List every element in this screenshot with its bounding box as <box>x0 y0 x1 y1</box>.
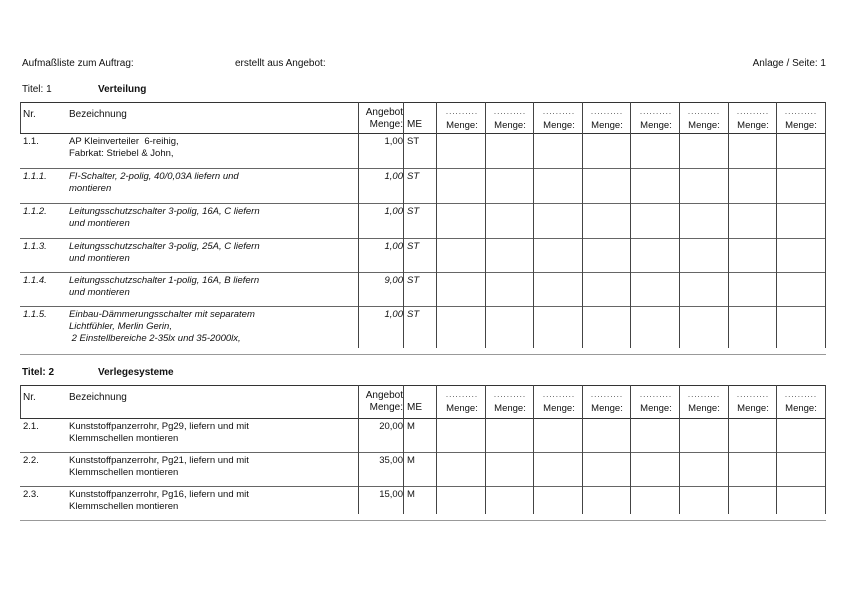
dotted-fill-line: .......... <box>687 390 721 399</box>
table-right-rule <box>825 385 826 514</box>
position-number: 1.1.5. <box>23 309 47 320</box>
position-number: 2.3. <box>23 489 39 500</box>
row-rule <box>20 203 826 204</box>
description-line: FI-Schalter, 2-polig, 40/0,03A liefern und <box>69 171 239 182</box>
column-me: ME <box>407 402 422 413</box>
column-angebot-menge: Menge: <box>369 119 403 130</box>
row-rule <box>20 306 826 307</box>
extra-quantity-column <box>583 391 631 414</box>
column-angebot: Angebot <box>365 107 403 118</box>
column-rule <box>679 102 680 348</box>
column-rule <box>728 102 729 348</box>
extra-quantity-label: Menge: <box>640 403 672 414</box>
extra-quantity-column <box>535 391 583 414</box>
extra-quantity-column <box>632 108 680 131</box>
dotted-fill-line: .......... <box>445 390 479 399</box>
extra-quantity-column <box>680 391 728 414</box>
dotted-fill-line: .......... <box>736 107 770 116</box>
description-line: Einbau-Dämmerungsschalter mit separatem <box>69 309 255 320</box>
column-rule <box>630 102 631 348</box>
section-name: Verteilung <box>98 84 147 95</box>
column-rule <box>436 102 437 348</box>
section-name: Verlegesysteme <box>98 367 174 378</box>
description-line: Kunststoffpanzerrohr, Pg16, liefern und mit <box>69 489 249 500</box>
position-description <box>69 309 349 345</box>
dotted-fill-line: .......... <box>590 390 624 399</box>
column-rule <box>403 385 404 514</box>
position-description <box>69 206 349 230</box>
column-bezeichnung: Bezeichnung <box>69 109 127 120</box>
extra-quantity-column <box>777 391 825 414</box>
extra-quantity-column <box>680 108 728 131</box>
column-rule <box>436 385 437 514</box>
header-order-label: Aufmaßliste zum Auftrag: <box>22 58 134 69</box>
dotted-fill-line: .......... <box>687 107 721 116</box>
description-line: und montieren <box>69 287 130 298</box>
extra-quantity-label: Menge: <box>640 120 672 131</box>
position-description <box>69 136 349 160</box>
table-top-rule <box>20 385 826 386</box>
description-line: Klemmschellen montieren <box>69 467 179 478</box>
section-title <box>22 367 422 381</box>
column-me: ME <box>407 119 422 130</box>
table-left-rule <box>20 385 21 418</box>
description-line: und montieren <box>69 253 130 264</box>
dotted-fill-line: .......... <box>736 390 770 399</box>
table-top-rule <box>20 102 826 103</box>
offered-quantity: 1,00 <box>384 206 403 217</box>
dotted-fill-line: .......... <box>493 107 527 116</box>
table-bottom-rule <box>20 354 826 355</box>
offered-quantity: 1,00 <box>384 309 403 320</box>
extra-quantity-label: Menge: <box>494 403 526 414</box>
dotted-fill-line: .......... <box>590 107 624 116</box>
extra-quantity-column <box>729 391 777 414</box>
column-rule <box>403 102 404 348</box>
unit: M <box>407 489 415 500</box>
position-description <box>69 241 349 265</box>
unit: M <box>407 421 415 432</box>
position-description <box>69 489 349 513</box>
unit: ST <box>407 136 420 147</box>
extra-quantity-label: Menge: <box>785 120 817 131</box>
table-right-rule <box>825 102 826 348</box>
offered-quantity: 15,00 <box>379 489 403 500</box>
extra-quantity-column <box>583 108 631 131</box>
description-line: 2 Einstellbereiche 2-35lx und 35-2000lx, <box>69 333 241 344</box>
table-header-rule <box>20 133 826 134</box>
column-rule <box>776 102 777 348</box>
extra-quantity-label: Menge: <box>591 403 623 414</box>
position-description <box>69 171 349 195</box>
unit: M <box>407 455 415 466</box>
extra-quantity-column <box>777 108 825 131</box>
description-line: Kunststoffpanzerrohr, Pg21, liefern und mit <box>69 455 249 466</box>
extra-quantity-label: Menge: <box>543 403 575 414</box>
column-nr: Nr. <box>23 392 36 403</box>
dotted-fill-line: .......... <box>445 107 479 116</box>
offered-quantity: 9,00 <box>384 275 403 286</box>
offered-quantity: 1,00 <box>384 136 403 147</box>
description-line: Fabrkat: Striebel & John, <box>69 148 174 159</box>
table-bottom-rule <box>20 520 826 521</box>
position-description <box>69 275 349 299</box>
extra-quantity-label: Menge: <box>737 120 769 131</box>
extra-quantity-label: Menge: <box>446 403 478 414</box>
description-line: Klemmschellen montieren <box>69 501 179 512</box>
section-number: Titel: 1 <box>22 84 52 95</box>
offered-quantity: 1,00 <box>384 171 403 182</box>
extra-quantity-column <box>438 108 486 131</box>
section-number: Titel: 2 <box>22 367 55 378</box>
offered-quantity: 20,00 <box>379 421 403 432</box>
description-line: Leitungsschutzschalter 3-polig, 16A, C liefern <box>69 206 260 217</box>
offered-quantity: 35,00 <box>379 455 403 466</box>
description-line: AP Kleinverteiler 6-reihig, <box>69 136 179 147</box>
position-number: 2.2. <box>23 455 39 466</box>
extra-quantity-column <box>632 391 680 414</box>
row-rule <box>20 238 826 239</box>
unit: ST <box>407 171 420 182</box>
offered-quantity: 1,00 <box>384 241 403 252</box>
dotted-fill-line: .......... <box>639 107 673 116</box>
extra-quantity-column <box>729 108 777 131</box>
extra-quantity-label: Menge: <box>688 120 720 131</box>
column-angebot: Angebot <box>365 390 403 401</box>
description-line: Klemmschellen montieren <box>69 433 179 444</box>
position-description <box>69 455 349 479</box>
position-number: 1.1. <box>23 136 39 147</box>
dotted-fill-line: .......... <box>639 390 673 399</box>
extra-quantity-label: Menge: <box>591 120 623 131</box>
unit: ST <box>407 275 420 286</box>
position-description <box>69 421 349 445</box>
row-rule <box>20 168 826 169</box>
column-bezeichnung: Bezeichnung <box>69 392 127 403</box>
extra-quantity-label: Menge: <box>785 403 817 414</box>
extra-quantity-column <box>438 391 486 414</box>
extra-quantity-column <box>486 108 534 131</box>
column-angebot-menge: Menge: <box>369 402 403 413</box>
position-number: 1.1.3. <box>23 241 47 252</box>
header-offer-label: erstellt aus Angebot: <box>235 58 326 69</box>
position-number: 1.1.2. <box>23 206 47 217</box>
extra-quantity-label: Menge: <box>737 403 769 414</box>
dotted-fill-line: .......... <box>784 390 818 399</box>
description-line: und montieren <box>69 218 130 229</box>
unit: ST <box>407 309 420 320</box>
dotted-fill-line: .......... <box>542 390 576 399</box>
column-rule <box>533 102 534 348</box>
description-line: Kunststoffpanzerrohr, Pg29, liefern und mit <box>69 421 249 432</box>
extra-quantity-column <box>486 391 534 414</box>
description-line: Leitungsschutzschalter 3-polig, 25A, C liefern <box>69 241 260 252</box>
dotted-fill-line: .......... <box>784 107 818 116</box>
extra-quantity-label: Menge: <box>494 120 526 131</box>
description-line: montieren <box>69 183 112 194</box>
position-number: 2.1. <box>23 421 39 432</box>
extra-quantity-label: Menge: <box>688 403 720 414</box>
column-nr: Nr. <box>23 109 36 120</box>
description-line: Lichtfühler, Merlin Gerin, <box>69 321 172 332</box>
table-left-rule <box>20 102 21 133</box>
row-rule <box>20 452 826 453</box>
unit: ST <box>407 206 420 217</box>
dotted-fill-line: .......... <box>542 107 576 116</box>
unit: ST <box>407 241 420 252</box>
extra-quantity-label: Menge: <box>446 120 478 131</box>
section-title <box>22 84 422 98</box>
column-rule <box>485 102 486 348</box>
position-number: 1.1.4. <box>23 275 47 286</box>
header-page-label: Anlage / Seite: 1 <box>752 58 826 69</box>
description-line: Leitungsschutzschalter 1-polig, 16A, B liefern <box>69 275 260 286</box>
extra-quantity-column <box>535 108 583 131</box>
extra-quantity-label: Menge: <box>543 120 575 131</box>
column-rule <box>582 102 583 348</box>
row-rule <box>20 486 826 487</box>
position-number: 1.1.1. <box>23 171 47 182</box>
table-header-rule <box>20 418 826 419</box>
row-rule <box>20 272 826 273</box>
dotted-fill-line: .......... <box>493 390 527 399</box>
